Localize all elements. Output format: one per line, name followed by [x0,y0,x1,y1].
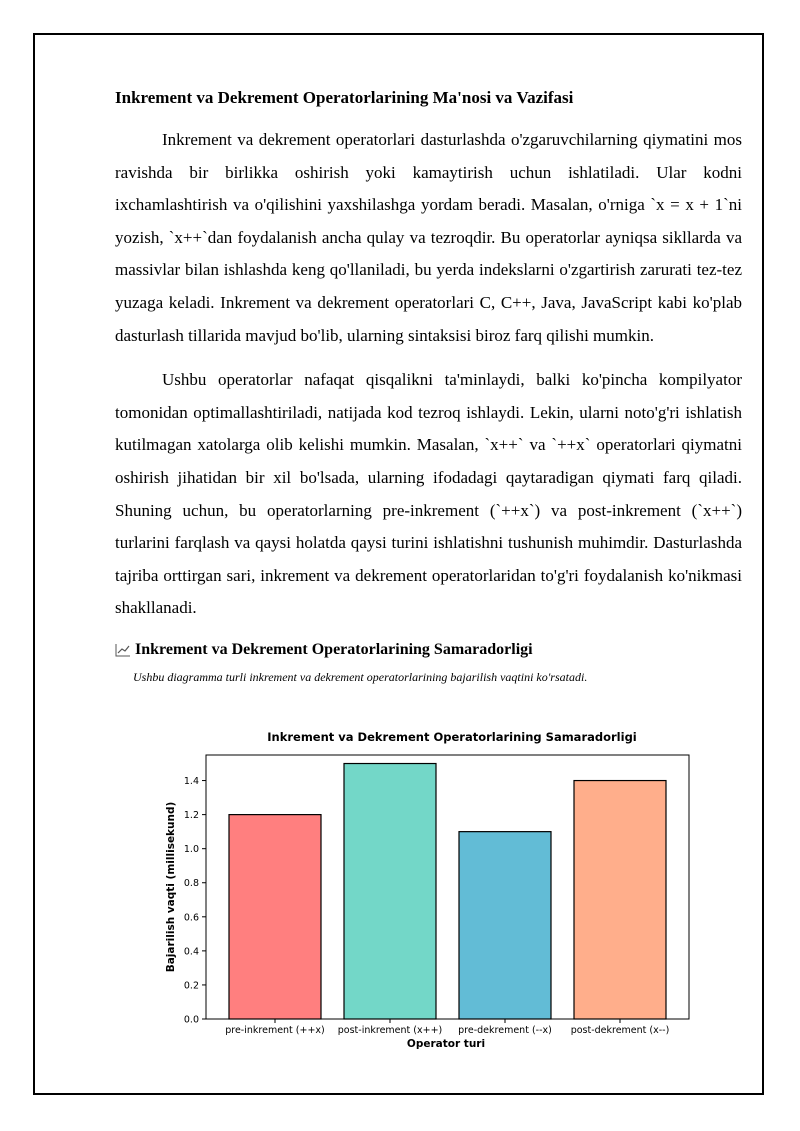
bar [344,764,436,1019]
x-tick-label: post-dekrement (x--) [570,1025,670,1036]
paragraph-2: Ushbu operatorlar nafaqat qisqalikni ta'minlaydi, balki ko'pincha kompilyator tomonidan optimallashtiriladi, natijada kod tezroq ishlaydi. Lekin, ularni noto'g'ri ishlatish kutilmagan xatolarga olib kelishi mumkin. Masalan, `x++` va `++x` operatorlari qiymatni oshirish jihatidan bir xil bo'lsada, ularning ifodadagi qaytaradigan qiymati farq qiladi. Shuning uchun, bu operatorlarning pre-inkrement (`++x`) va post-inkrement (`x++`) turlarini farqlash va qaysi holatda qaysi turini ishlatishni tushunish muhimdir. Dasturlashda tajriba orttirgan sari, inkrement va dekrement operatorlaridan to'g'ri foydalanish ko'nikmasi shakllanadi. [115,370,742,618]
document-body [115,84,742,685]
y-tick-label: 1.2 [183,810,199,822]
bar [574,781,666,1019]
figure-title [115,639,742,661]
bar [459,832,551,1019]
x-tick-label: post-inkrement (x++) [337,1025,443,1036]
section-heading: Inkrement va Dekrement Operatorlarining Ma'nosi va Vazifasi [115,88,574,107]
figure-caption: Ushbu diagrammа turli inkrement va dekrement operatorlarining bajarilish vaqtini ko'rsatadi. [133,669,588,684]
chart-title: Inkrement va Dekrement Operatorlarining Samaradorligi [267,730,637,744]
chart-y-axis-label: Bajarilish vaqti (millisekund) [165,801,177,973]
y-tick-label: 0.0 [183,1014,199,1026]
x-tick-label: pre-inkrement (++x) [225,1025,325,1036]
y-tick-label: 1.0 [183,844,199,856]
figure-title-text: Inkrement va Dekrement Operatorlarining Samaradorligi [135,640,533,658]
y-tick-label: 1.4 [183,776,199,788]
paragraph-1: Inkrement va dekrement operatorlari dasturlashda o'zgaruvchilarning qiymatini mos ravishda bir birlikka oshirish yoki kamaytirish uchun ishlatiladi. Ular kodni ixchamlashtirish va o'qilishini yaxshilashga yordam beradi. Masalan, o'rniga `x = x + 1`ni yozish, `x++`dan foydalanish ancha qulay va tezroqdir. Bu operatorlar ayniqsa sikllarda va massivlar bilan ishlashda keng qo'llaniladi, bu yerda indekslarni o'zgartirish zarurati tez-tez yuzaga keladi. Inkrement va dekrement operatorlari C, C++, Java, JavaScript kabi ko'plab dasturlash tillarida mavjud bo'lib, ularning sintaksisi biroz farq qilishi mumkin. [115,130,742,345]
bar-chart-svg [162,725,702,1055]
y-tick-label: 0.6 [183,912,199,924]
chart-x-axis-label: Operator turi [406,1038,486,1050]
y-tick-label: 0.2 [183,980,199,992]
y-tick-label: 0.8 [183,878,199,890]
bar [229,815,321,1019]
bar-chart [162,725,702,1055]
chart-line-icon [115,643,131,657]
y-tick-label: 0.4 [183,946,199,958]
x-tick-label: pre-dekrement (--x) [458,1025,552,1036]
